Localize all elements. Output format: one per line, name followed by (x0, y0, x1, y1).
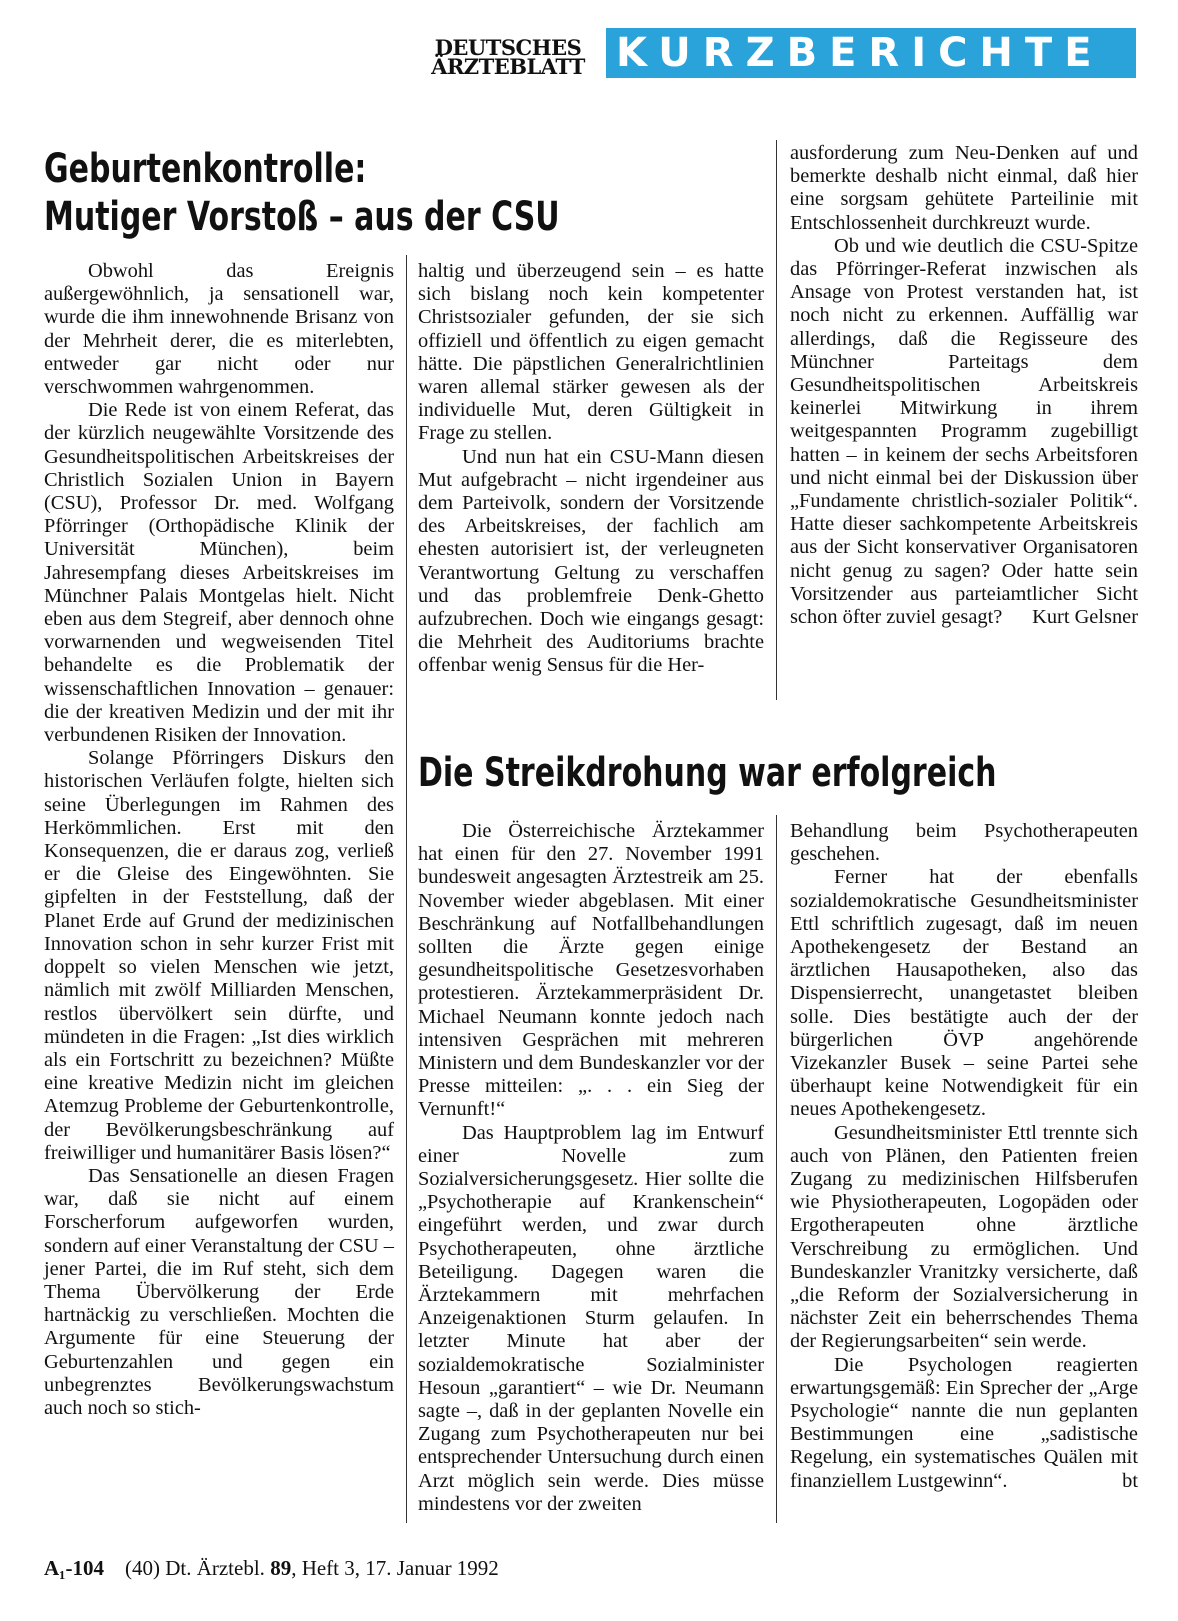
paragraph: Die Österreichische Ärztekammer hat einen für den 27. November 1991 bundesweit angesagten Ärztestreik am 25. November wieder abgeblasen. Mit einer Beschränkung auf Notfallbehandlungen sollten die Ärzte gegen einige gesundheitspolitische Gesetzesvorhaben protestieren. Ärztekammerpräsident Dr. Michael Neumann konnte jedoch nach intensiven Gesprächen mit mehreren Ministern und dem Bundeskanzler vor der Presse mitteilen: „. . . ein Sieg der Vernunft!“ (418, 820, 764, 1121)
paragraph: haltig und überzeugend sein – es hatte sich bislang noch kein kompetenter Christsozialer gefunden, der sie sich offiziell und öffentlich zu eigen gemacht hätte. Die päpstlichen Generalrichtlinien waren allemal stärker gewesen als der individuelle Mut, deren Gültigkeit in Frage zu stellen. (418, 260, 764, 445)
paragraph: Ferner hat der ebenfalls sozialdemokratische Gesundheitsminister Ettl schriftlich zugesagt, daß im neuen Apothekengesetz der Bestand an ärztlichen Hausapotheken, also das Dispensierrecht, unangetastet bleiben solle. Dies bestätigte auch der der bürgerlichen ÖVP angehörende Vizekanzler Busek – seine Partei sehe überhaupt keine Notwendigkeit für ein neues Apothekengesetz. (790, 866, 1138, 1121)
paragraph: Das Sensationelle an diesen Fragen war, daß sie nicht auf einem Forscherforum aufgeworfen wurden, sondern auf einer Veranstaltung der CSU – jener Partei, die im Ruf steht, sich dem Thema Übervölkerung der Erde hartnäckig zu verschließen. Mochten die Argumente für eine Steuerung der Geburtenzahlen und gegen ein unbegrenztes Bevölkerungswachstum auch noch so stich- (44, 1164, 394, 1419)
article1-title-line1: Geburtenkontrolle: (44, 146, 367, 192)
article1-column1 (44, 260, 394, 1420)
masthead-line1: DEUTSCHES (434, 35, 582, 60)
journal-name: (40) Dt. Ärztebl. (124, 1556, 265, 1580)
article2-column2 (790, 820, 1138, 1493)
paragraph: Das Hauptproblem lag im Entwurf einer Novelle zum Sozialversicherungsgesetz. Hier sollte die „Psychotherapie auf Krankenschein“ eingeführt werden, und zwar durch Psychotherapeuten, ohne ärztliche Beteiligung. Dagegen waren die Ärztekammern mit mehrfachen Anzeigenaktionen Sturm gelaufen. In letzter Minute hat aber der sozialdemokratische Sozialminister Hesoun „garantiert“ – wie Dr. Neumann sagte –, daß in der geplanten Novelle ein Zugang zum Psychotherapeuten nur bei entsprechender Untersuchung durch einen Arzt möglich sein werde. Dies müsse mindestens vor der zweiten (418, 1121, 764, 1515)
masthead-line2: ÄRZTEBLATT (431, 54, 585, 79)
masthead-logo (418, 35, 598, 79)
paragraph: Die Rede ist von einem Referat, das der kürzlich neugewählte Vorsitzende des Gesundheitspolitischen Arbeitskreises der Christlich Sozialen Union in Bayern (CSU), Professor Dr. med. Wolfgang Pförringer (Orthopädische Klinik der Universität München), beim Jahresempfang dieses Arbeitskreises im Münchner Palais Montgelas hielt. Nicht eben aus dem Stegreif, aber dennoch ohne vorwarnenden und wegweisenden Titel behandelte es die Problematik der wissenschaftlichen Innovation – genauer: die der kreativen Medizin und der mit ihr verbundenen Risiken der Innovation. (44, 399, 394, 747)
article2-column1 (418, 820, 764, 1516)
paragraph: Solange Pförringers Diskurs den historischen Verläufen folgte, hielten sich seine Überlegungen im Rahmen des Herkömmlichen. Erst mit den Konsequenzen, die er daraus zog, verließ er die Gleise des Eingewöhnten. Sie gipfelten in der Feststellung, daß der Planet Erde auf Grund der medizinischen Innovation schon in sehr kurzer Frist mit doppelt so vielen Menschen wie jetzt, nämlich mit zwölf Milliarden Menschen, restlos übervölkert sein dürfte, und mündeten in die Fragen: „Ist dies wirklich als ein Fortschritt zu bezeichnen? Müßte eine kreative Medizin nicht im gleichen Atemzug Probleme der Geburtenkontrolle, der Bevölkerungsbeschränkung auf freiwilliger und humanitärer Basis lösen?“ (44, 747, 394, 1164)
paragraph: Gesundheitsminister Ettl trennte sich auch von Plänen, den Patienten freien Zugang zu medizinischen Hilfsberufen wie Physiotherapeuten, Logopäden oder Ergotherapeuten ohne ärztliche Verschreibung zu ermöglichen. Und Bundeskanzler Vranitzky versicherte, daß „die Reform der Sozialversicherung in nächster Zeit ein beherrschendes Thema der Regierungsarbeiten“ sein werde. (790, 1121, 1138, 1353)
paragraph-text: Ob und wie deutlich die CSU-Spitze das Pförringer-Referat inzwischen als Ansage von Protest verstanden hat, ist noch nicht zu erkennen. Auffällig war allerdings, daß die Regisseure des Münchner Parteitags dem Gesundheitspolitischen Arbeitskreis keinerlei Mitwirkung in ihrem weitgespannten Programm zugebilligt hatten – in keinem der sechs Arbeitsforen und nicht einmal bei der Diskussion über „Fundamente christlich-sozialer Politik“. Hatte dieser sachkompetente Arbeitskreis aus der Sicht konservativer Organisatoren nicht genug zu sagen? Oder hatte sein Vorsitzender aus parteiamtlicher Sicht schon öfter zuviel gesagt? (790, 234, 1138, 629)
paragraph: Behandlung beim Psychotherapeuten geschehen. (790, 820, 1138, 866)
article2-author: bt (1122, 1469, 1138, 1492)
section-banner: KURZBERICHTE (606, 28, 1136, 78)
paragraph (790, 235, 1138, 629)
article1-title (44, 145, 560, 241)
paragraph-text: Die Psychologen reagierten erwartungsgemäß: Ein Sprecher der „Arge Psychologie“ nannte die nun geplanten Bestimmungen eine „sadistische Regelung, ein systematisches Quälen mit finanziellem Lustgewinn“. (790, 1353, 1138, 1492)
article1-column2 (418, 260, 764, 678)
page-number: A₁-104 (44, 1556, 104, 1580)
article1-title-line2: Mutiger Vorstoß – aus der CSU (44, 194, 560, 240)
issue-info: , Heft 3, 17. Januar 1992 (291, 1556, 499, 1580)
page-footer (44, 1556, 499, 1581)
article1-author: Kurt Gelsner (1032, 606, 1138, 629)
paragraph: ausforderung zum Neu-Denken auf und bemerkte deshalb nicht einmal, daß hier eine sorgsam gehütete Parteilinie mit Entschlossenheit durchkreuzt wurde. (790, 142, 1138, 234)
column-divider (776, 815, 777, 1523)
volume-number: 89 (270, 1556, 292, 1580)
paragraph: Obwohl das Ereignis außergewöhnlich, ja sensationell war, wurde die ihm innewohnende Brisanz von der Mehrheit derer, die es miterlebten, entweder gar nicht oder nur verschwommen wahrgenommen. (44, 260, 394, 399)
article2-title: Die Streikdrohung war erfolgreich (418, 750, 997, 796)
article1-column3 (790, 142, 1138, 629)
paragraph: Und nun hat ein CSU-Mann diesen Mut aufgebracht – nicht irgendeiner aus dem Parteivolk, sondern der Vorsitzende des Arbeitskreises, der fachlich am ehesten autorisiert ist, der verleugneten Verantwortung Geltung zu verschaffen und das problemfreie Denk-Ghetto aufzubrechen. Doch wie eingangs gesagt: die Mehrheit des Auditoriums brachte offenbar wenig Sensus für die Her- (418, 445, 764, 677)
column-divider (406, 255, 407, 1523)
column-divider (776, 140, 777, 700)
paragraph (790, 1354, 1138, 1493)
